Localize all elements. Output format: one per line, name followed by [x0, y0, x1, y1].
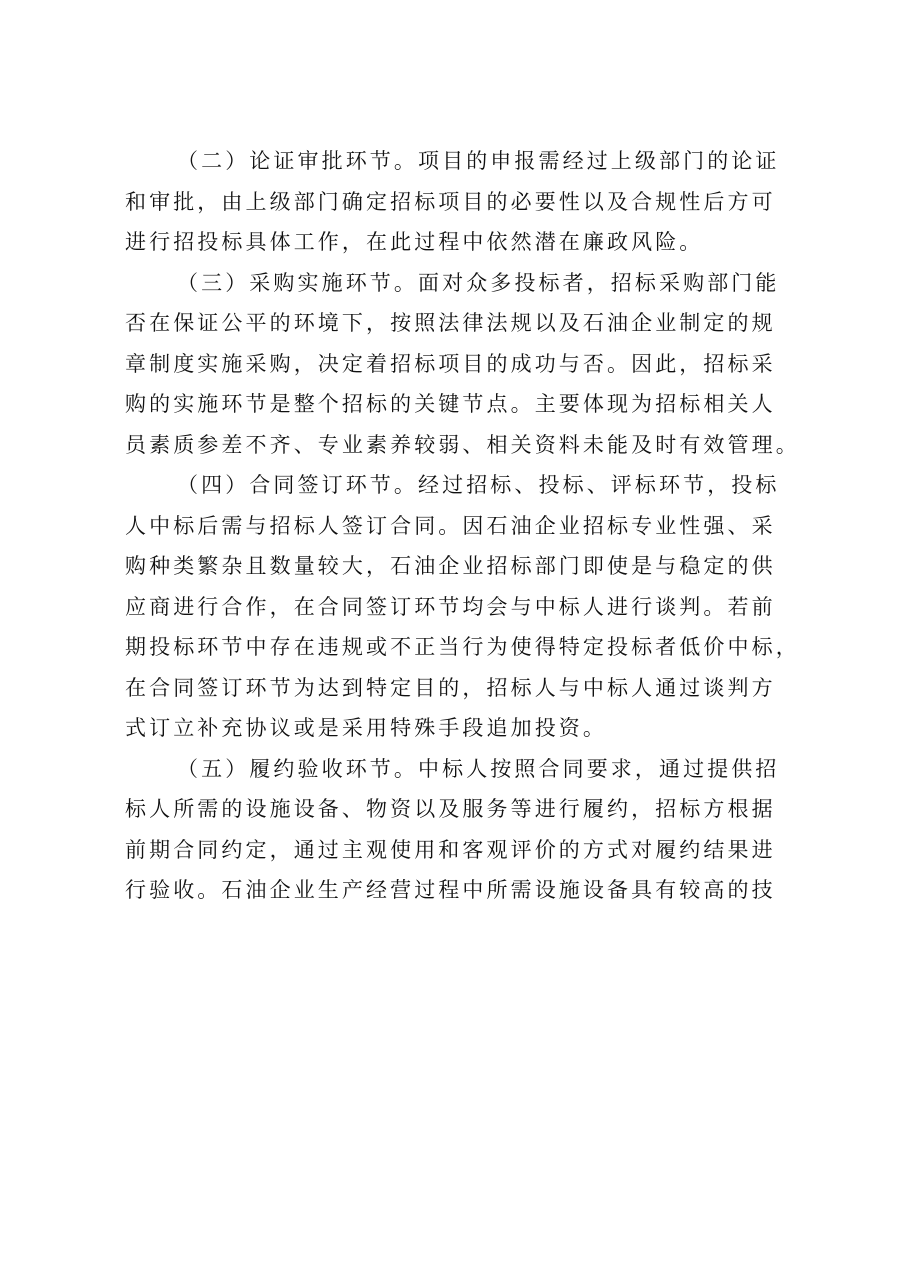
text-line: 购的实施环节是整个招标的关键节点。主要体现为招标相关人 [125, 392, 776, 416]
text-line: （五）履约验收环节。中标人按照合同要求，通过提供招 [177, 756, 780, 781]
paragraph-contract-signing [125, 465, 800, 749]
text-line: 在合同签订环节为达到特定目的，招标人与中标人通过谈判方 [125, 675, 776, 700]
text-line: （二）论证审批环节。项目的申报需经过上级部门的论证 [177, 149, 780, 173]
text-line: 员素质参差不齐、专业素养较弱、相关资料未能及时有效管理。 [125, 432, 800, 457]
text-line: 行验收。石油企业生产经营过程中所需设施设备具有较高的技 [125, 878, 776, 902]
text-line: 进行招投标具体工作，在此过程中依然潜在廉政风险。 [125, 230, 704, 254]
text-line: 式订立补充协议或是采用特殊手段追加投资。 [125, 716, 607, 740]
text-line: （三）采购实施环节。面对众多投标者，招标采购部门能 [177, 270, 780, 295]
text-line: 和审批，由上级部门确定招标项目的必要性以及合规性后方可 [125, 189, 776, 214]
text-line: 期投标环节中存在违规或不正当行为使得特定投标者低价中标， [125, 635, 800, 659]
text-line: 否在保证公平的环境下，按照法律法规以及石油企业制定的规 [125, 311, 776, 335]
text-line: 人中标后需与招标人签订合同。因石油企业招标专业性强、采 [125, 513, 776, 538]
paragraph-procurement [125, 263, 800, 466]
paragraph-performance-acceptance [125, 749, 785, 911]
document-body [125, 141, 800, 911]
text-line: 应商进行合作，在合同签订环节均会与中标人进行谈判。若前 [125, 594, 776, 619]
paragraph-review-approval [125, 141, 785, 263]
text-line: 章制度实施采购，决定着招标项目的成功与否。因此，招标采 [125, 351, 776, 376]
text-line: 标人所需的设施设备、物资以及服务等进行履约，招标方根据 [125, 797, 776, 821]
text-line: （四）合同签订环节。经过招标、投标、评标环节，投标 [177, 473, 780, 497]
text-line: 前期合同约定，通过主观使用和客观评价的方式对履约结果进 [125, 837, 776, 862]
text-line: 购种类繁杂且数量较大，石油企业招标部门即使是与稳定的供 [125, 554, 776, 578]
